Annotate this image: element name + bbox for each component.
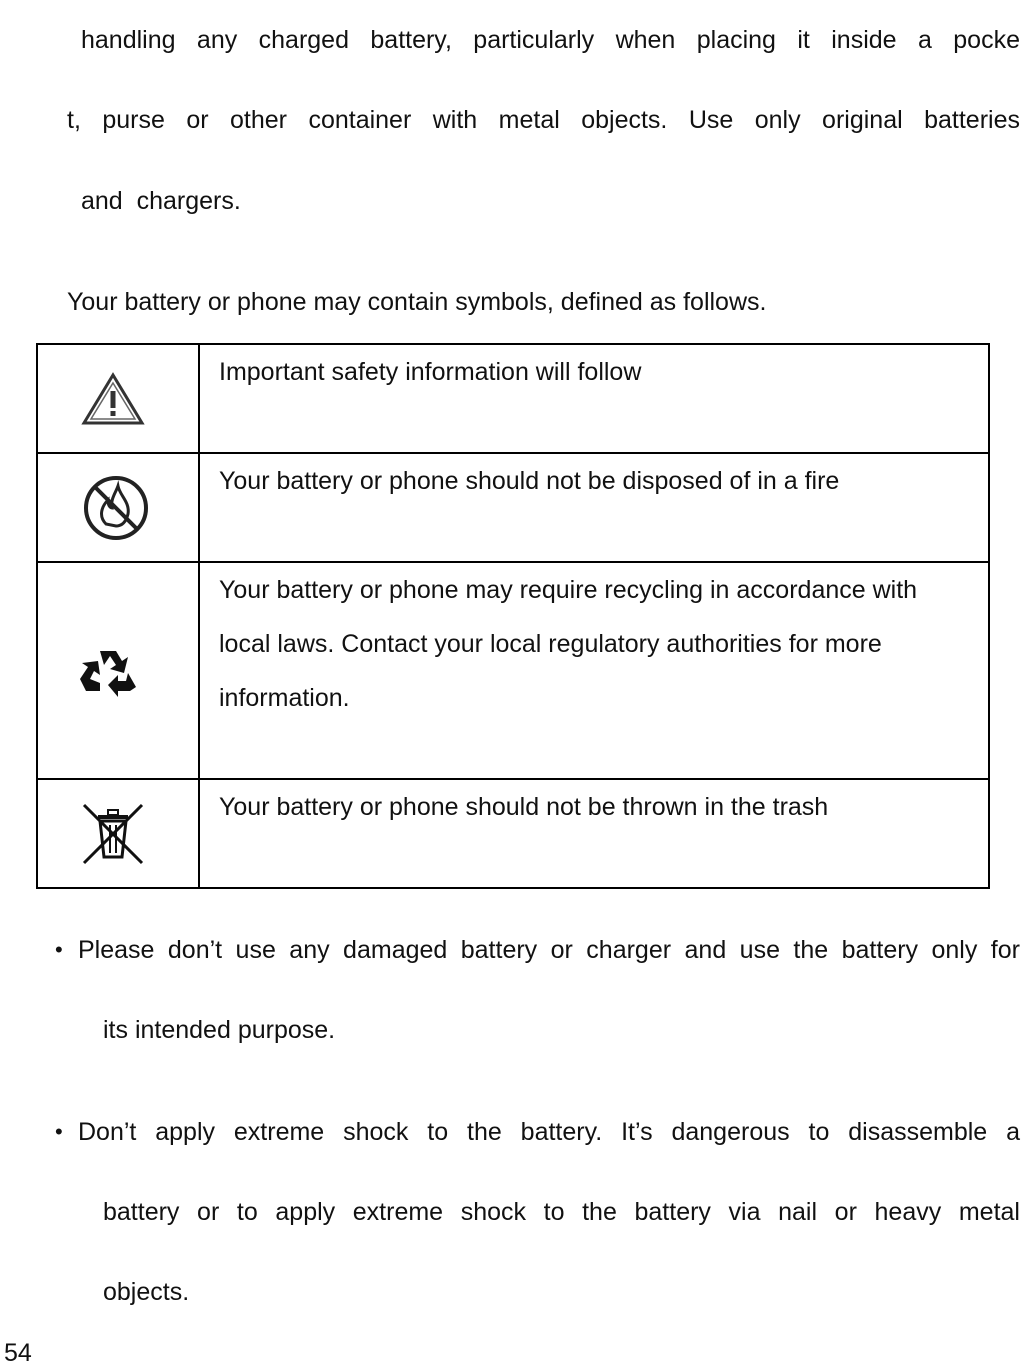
bullet-1-line-1: Please don’t use any damaged battery or charger and use the battery only for <box>78 936 1020 964</box>
symbol-desc-cell <box>199 453 989 562</box>
symbol-row <box>37 562 989 779</box>
bullet-marker: • <box>55 937 63 962</box>
bullet-2-line-1: Don’t apply extreme shock to the battery. It’s dangerous to disassemble a <box>78 1118 1020 1146</box>
recycle-icon <box>38 643 198 699</box>
symbol-row <box>37 453 989 562</box>
page-number: 54 <box>4 1339 32 1367</box>
symbol-row <box>37 779 989 888</box>
symbol-icon-cell <box>37 453 199 562</box>
bullet-2-line-3: objects. <box>103 1278 190 1306</box>
symbol-desc: Your battery or phone may require recycling in accordance with local laws. Contact your local regulatory authorities for more information. <box>219 576 918 712</box>
symbol-desc-cell <box>199 344 989 453</box>
symbol-row <box>37 344 989 453</box>
symbols-intro: Your battery or phone may contain symbols, defined as follows. <box>67 288 767 316</box>
symbol-desc-cell <box>199 779 989 888</box>
warning-triangle-icon <box>38 371 198 427</box>
intro-line-2: t, purse or other container with metal objects. Use only original batteries <box>67 106 1020 134</box>
no-fire-icon <box>38 474 198 542</box>
symbol-icon-cell <box>37 562 199 779</box>
bullet-2-line-2: battery or to apply extreme shock to the battery via nail or heavy metal <box>103 1198 1020 1226</box>
bullet-1-line-2: its intended purpose. <box>103 1016 336 1044</box>
symbol-desc: Important safety information will follow <box>219 358 642 386</box>
crossed-bin-icon <box>38 801 198 867</box>
symbol-icon-cell <box>37 779 199 888</box>
bullet-marker: • <box>55 1119 63 1144</box>
symbol-desc: Your battery or phone should not be disposed of in a fire <box>219 467 840 495</box>
symbol-icon-cell <box>37 344 199 453</box>
intro-line-1: handling any charged battery, particularly when placing it inside a pocke <box>81 26 1020 54</box>
symbol-desc: Your battery or phone should not be thrown in the trash <box>219 793 829 821</box>
intro-line-3: and chargers. <box>81 187 241 215</box>
symbol-desc-cell <box>199 562 989 779</box>
symbols-table <box>36 343 990 889</box>
